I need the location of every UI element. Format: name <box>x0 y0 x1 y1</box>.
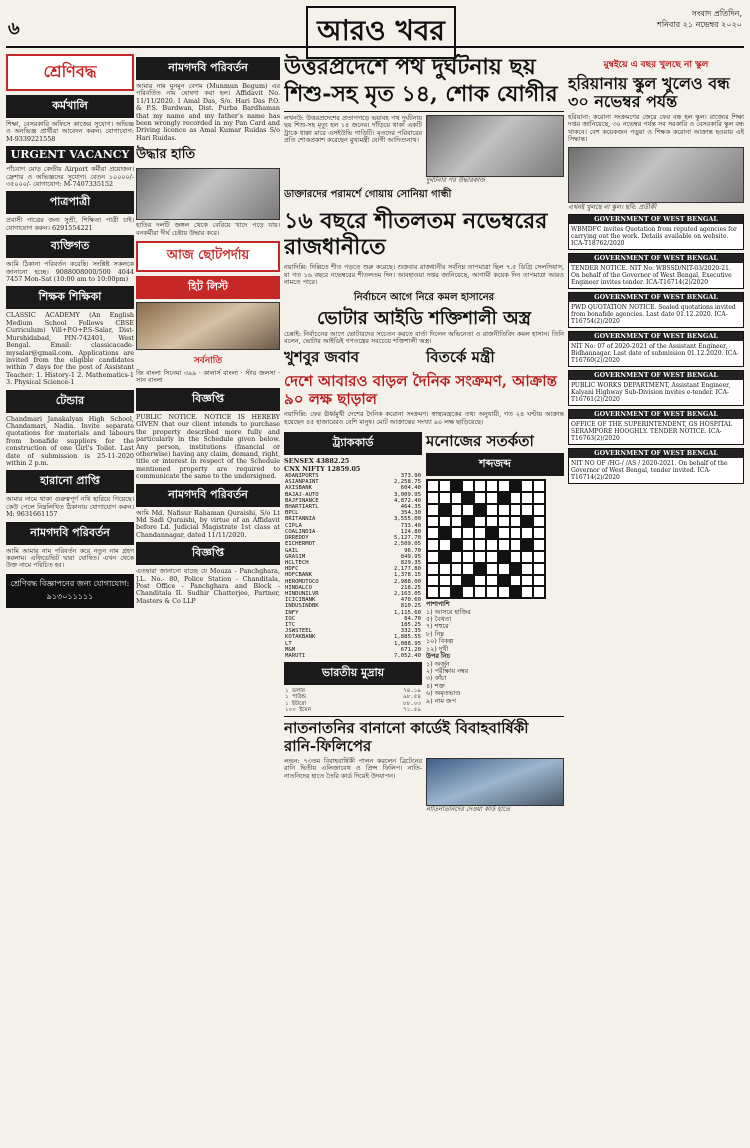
crossword-cell <box>451 480 463 492</box>
crossword-cell <box>533 586 545 598</box>
elephant-photo <box>136 168 280 220</box>
stock-table <box>284 473 422 659</box>
govt-notice-body: OFFICE OF THE SUPERINTENDENT, GS HOSPITAL SERAMPORE HOOGHLY. TENDER NOTICE. ICA-T16763(2)/2020 <box>571 421 733 443</box>
crossword-cell <box>521 480 533 492</box>
stock-name: HDFCBANK <box>285 572 312 579</box>
crossword-across-clues <box>426 609 564 653</box>
crossword-cell <box>439 551 451 563</box>
classified-body: প্রবাসী পাত্রের জন্য সুশ্রী, শিক্ষিতা পাত্রী চাই। যোগাযোগ করুন। 6291554221 <box>6 216 134 232</box>
stock-price: 4,872.40 <box>394 497 421 504</box>
govt-notice-heading: GOVERNMENT OF WEST BENGAL <box>569 254 743 263</box>
classified-heading: কর্মখালি <box>6 95 134 118</box>
currency-name: ১ পাউন্ড <box>285 694 307 701</box>
govt-notice-heading: GOVERNMENT OF WEST BENGAL <box>569 371 743 380</box>
crossword-cell <box>451 516 463 528</box>
crossword-cell <box>439 575 451 587</box>
crossword-cell <box>462 551 474 563</box>
crossword-cell <box>486 563 498 575</box>
crossword-clue: ৫) বৈধতা <box>426 615 452 624</box>
stock-name: HCLTECH <box>285 559 309 566</box>
crossword-cell <box>510 527 522 539</box>
crossword-cell <box>510 504 522 516</box>
headline-delhi-cold: ১৬ বছরে শীতলতম নভেম্বরের রাজধানীতে <box>284 208 548 261</box>
crossword-heading: শব্দজব্দ <box>426 453 564 476</box>
name-change-body: আমার নাম মুনমুন বেগম (Munmun Begum) এর পরিবর্তিত নাম ঘোষণা করা হল। Affidavit No. 11/11/2020. I Amal Das, S/o. Hari Das P.O. & P.S. Burdwan, Dist. Purba Bardhaman that my name and my father's name has been wrongly recorded in my Pan Card and Driving licence as Amal Kumar Ruidas S/o Hari Ruidas. <box>136 82 280 142</box>
currency-rate: ৮৮.০৩ <box>403 700 421 707</box>
crossword-cell <box>533 492 545 504</box>
crossword-cell <box>533 563 545 575</box>
govt-notice-body: WBMDFC invites Quotation from reputed agencies for carrying out the work. Details available on website. ICA-T18762/2020 <box>571 226 737 248</box>
queen-body: লন্ডন: ৭৩তম বিবাহবার্ষিকী পালন করলেন ব্রিটেনের রানি দ্বিতীয় এলিজাবেথ ও প্রিন্স ফিলিপ। নাতি-নাতনিদের হাতে তৈরি কার্ড দিয়েই উদযাপন। <box>284 756 422 780</box>
govt-notice <box>568 253 744 289</box>
stock-name: BPCL <box>285 510 299 517</box>
stock-price: 1,115.60 <box>394 609 421 616</box>
currency-name: ১ ডলার <box>285 688 305 695</box>
crossword-cell <box>427 586 439 598</box>
stock-price: 2,163.05 <box>394 590 421 597</box>
govt-notice-body: PUBLIC WORKS DEPARTMENT, Assistant Engineer, Kalyani Highway Sub-Division invites e-tender. ICA-T16761(2)/2020 <box>571 382 731 404</box>
crossword-cell <box>510 551 522 563</box>
crossword-clue: ৬) অমৃতভাণ্ড <box>426 689 461 698</box>
accident-photo <box>426 115 564 177</box>
classified-contact-ad: শ্রেণিবদ্ধ বিজ্ঞাপনের জন্য যোগাযোগ: ৯১৩০১১১১১ <box>6 574 134 608</box>
right-column <box>568 54 744 1144</box>
stock-price: 218.25 <box>400 584 421 591</box>
crossword-down-label: উপর নিচ <box>426 652 451 661</box>
stock-name: ITC <box>285 621 296 628</box>
stock-name: KOTAKBANK <box>285 634 316 641</box>
crossword-cell <box>427 563 439 575</box>
elephant-rescue-headline: উদ্ধার হাতি <box>136 147 196 163</box>
govt-notice <box>568 370 744 406</box>
classified-body: আমার নামে থাকা গুরুত্বপূর্ণ নথি হারিয়ে গিয়েছে। কেউ পেলে নিম্নলিখিত ঠিকানায় যোগাযোগ করুন। M: 9631661157 <box>6 495 134 519</box>
haryana-schools-body: হরিয়ানা: করোনা সংক্রমণের জেরে ফের বন্ধ হল স্কুল। রাজ্যের শিক্ষা দপ্তর জানিয়েছে, ৩০ নভেম্বর পর্যন্ত সব সরকারি ও বেসরকারি স্কুল বন্ধ থাকবে। বেশ কয়েকজন পড়ুয়া ও শিক্ষক করোনা আক্রান্ত হওয়ায় এই সিদ্ধান্ত। <box>568 113 744 144</box>
crossword-cell <box>451 551 463 563</box>
crossword-cell <box>533 551 545 563</box>
crossword-cell <box>427 492 439 504</box>
public-notice-body: PUBLIC NOTICE. NOTICE IS HEREBY GIVEN that our client intends to purchase the property described more fully and particularly in the Schedule given below. Any person, institutions (financial or otherwise) having any claim, demand, right, title or interest in respect of the Schedule mentioned property are required to communicate the same to the undersigned. <box>136 412 280 481</box>
stock-name: ADANIPORTS <box>285 473 319 480</box>
crossword-clue: ৯) নাম জপ <box>426 696 456 705</box>
crossword-cell <box>462 586 474 598</box>
stock-price: 2,988.00 <box>394 578 421 585</box>
classroom-photo <box>568 147 744 203</box>
headline-manoj: মনোজের সতর্কতা <box>426 432 534 451</box>
stock-name: MARUTI <box>285 652 306 659</box>
stock-price: 1,088.95 <box>394 640 421 647</box>
stock-price: 354.30 <box>400 510 421 517</box>
stock-name: HINDUNILVR <box>285 590 319 597</box>
crossword-cell <box>498 480 510 492</box>
stock-price: 829.35 <box>400 559 421 566</box>
classified-heading: নামগদবি পরিবর্তন <box>6 522 134 545</box>
name-change-body-2: আমি Md. Nafisur Rahaman Quraishi, S/o Lt Md Sadi Quraishi, by virtue of an Affidavit before Ld. Judicial Magistrate 1st class at Chandannagar, dated 11/11/2020. <box>136 508 280 539</box>
crossword-cell <box>521 575 533 587</box>
crossword-cell <box>439 492 451 504</box>
stock-name: COALINDIA <box>285 528 316 535</box>
crossword-clue: ৩) কাঁচা <box>426 674 447 683</box>
school-kicker: মুম্বইয়ে এ বছর খুলছে না স্কুল <box>603 60 709 70</box>
covid-cases-body: নয়াদিল্লি: ফের ঊর্ধ্বমুখী দেশের দৈনিক করোনা সংক্রমণ। স্বাস্থ্যমন্ত্রকের তথ্য অনুযায়ী, গত ২৪ ঘণ্টায় আক্রান্ত হয়েছেন ৪৫ হাজারেরও বেশি মানুষ। মোট আক্রান্তের সংখ্যা ৯০ লক্ষ ছাড়িয়েছে। <box>284 410 564 426</box>
headline-voter-id: ভোটার আইডি শক্তিশালী অস্ত্র <box>316 307 532 329</box>
stock-price: 84.70 <box>404 615 421 622</box>
govt-notice-body: PWD QUOTATION NOTICE. Sealed quotations invited from bonafide agencies. Last date 01.12.2020. ICA-T16754(2)/2020 <box>571 304 736 326</box>
crossword-cell <box>521 551 533 563</box>
queen-photo <box>426 758 564 806</box>
govt-notice <box>568 214 744 250</box>
classified-heading: ব্যক্তিগত <box>6 235 134 258</box>
queen-story <box>284 758 564 813</box>
crossword-cell <box>439 527 451 539</box>
govt-notice-heading: GOVERNMENT OF WEST BENGAL <box>569 410 743 419</box>
govt-notice-body: TENDER NOTICE. NIT No: WBSSD/NIT-03/2020-21. On behalf of the Governor of West Bengal, Executive Engineer invites tender. ICA-T16714(2)/2020 <box>571 265 732 287</box>
crossword-cell <box>498 527 510 539</box>
trackcard-heading: ট্র্যাককার্ড <box>284 432 422 455</box>
stock-price: 2,258.75 <box>394 479 421 486</box>
stock-name: INDUSINDBK <box>285 603 319 610</box>
stock-name: GRASIM <box>285 553 306 560</box>
crossword-cell <box>427 539 439 551</box>
crossword-cell <box>462 527 474 539</box>
currency-row <box>284 707 422 713</box>
crossword-cell <box>427 551 439 563</box>
headline-queen-anniversary: নাতনাতনির বানানো কার্ডেই বিবাহবার্ষিকী রানি-ফিলিপের <box>284 716 564 755</box>
name-change-heading-2: নামগদবি পরিবর্তন <box>136 484 280 507</box>
crossword-clue: ১০) বিকল্প <box>426 637 454 646</box>
govt-notice-body: NIT No: 07 of 2020-2021 of the Assistant Engineer, Bidhannagar. Last date of submission 01.12.2020. ICA-T16760(2)/2020 <box>571 343 739 365</box>
nifty-value: CNX NIFTY 12859.05 <box>284 464 361 473</box>
crossword-cell <box>462 539 474 551</box>
crossword-cell <box>521 492 533 504</box>
stock-name: BHARTIARTL <box>285 504 319 511</box>
govt-notice <box>568 331 744 367</box>
crossword-cell <box>474 575 486 587</box>
section-title: আরও খবর <box>306 6 456 59</box>
stock-price: 332.35 <box>400 628 421 635</box>
stock-name: AXISBANK <box>285 485 312 492</box>
crossword-cell <box>533 575 545 587</box>
stock-price: 3,009.95 <box>394 491 421 498</box>
crossword-clue: ১) আসরে হাজির <box>426 607 471 616</box>
crossword-cell <box>521 527 533 539</box>
headline-minister: বিতর্কে মন্ত্রী <box>426 348 495 367</box>
stock-price: 2,509.05 <box>394 541 421 548</box>
crossword-cell <box>474 492 486 504</box>
currency-heading: ভারতীয় মুদ্রায় <box>284 662 422 685</box>
crossword-across-label: পাশাপাশি <box>426 600 450 609</box>
headline-covid-cases: দেশে আবারও বাড়ল দৈনিক সংক্রমণ, আক্রান্ত ৯০ লক্ষ ছাড়াল <box>284 372 557 409</box>
crossword-cell <box>510 586 522 598</box>
page-header <box>6 4 744 48</box>
stock-price: 7,052.40 <box>394 652 421 659</box>
stock-price: 464.35 <box>400 504 421 511</box>
small-stories <box>284 345 564 369</box>
sonia-subhead: ডাক্তারদের পরামর্শে গোয়ায় সোনিয়া গান্ধী <box>284 189 452 201</box>
stock-name: HINDALCO <box>285 584 312 591</box>
stock-name: GAIL <box>285 547 299 554</box>
crossword-cell <box>486 516 498 528</box>
govt-notices <box>568 214 744 484</box>
currency-name: ১০০ ইয়েন <box>285 706 312 713</box>
up-accident-story <box>284 115 564 184</box>
stock-name: HDFC <box>285 566 299 573</box>
crossword-cell <box>498 575 510 587</box>
crossword-cell <box>451 575 463 587</box>
crossword-cell <box>462 575 474 587</box>
crossword-cell <box>427 480 439 492</box>
crossword-cell <box>439 504 451 516</box>
name-change-heading: নামগদবি পরিবর্তন <box>136 57 280 80</box>
crossword-cell <box>474 516 486 528</box>
crossword-cell <box>498 504 510 516</box>
crossword-cell <box>533 504 545 516</box>
classifieds-sections <box>6 95 134 570</box>
stock-price: 96.70 <box>404 547 421 554</box>
stock-price: 1,885.55 <box>394 634 421 641</box>
crossword-down-clues <box>426 661 564 705</box>
tv-still-photo <box>136 302 280 350</box>
crossword-cell <box>510 563 522 575</box>
tv-sarbanati-label: সর্বনাতি <box>193 356 223 367</box>
stock-price: 810.25 <box>400 603 421 610</box>
crossword-cell <box>510 575 522 587</box>
classifieds-column <box>6 54 134 1144</box>
crossword-cell <box>439 480 451 492</box>
stock-name: CIPLA <box>285 522 302 529</box>
classified-body: Chandmari Janakalyan High School, Chandamari, Nadia. Invite separate quotations for materials and labours from bonafide suppliers for the construction of one Girl's Toilet. Last date of submission is 25-11-2020 within 2 p.m. <box>6 414 134 467</box>
stock-price: 470.60 <box>400 597 421 604</box>
crossword-cell <box>451 563 463 575</box>
crossword-cell <box>498 516 510 528</box>
stock-name: JSWSTEEL <box>285 628 312 635</box>
govt-notice <box>568 448 744 484</box>
currency-rate: ৯৮.৫৪ <box>403 694 421 701</box>
headline-khushbu: খুশবুর জবাব <box>284 348 360 367</box>
stock-name: LT <box>285 640 292 647</box>
crossword-cell <box>462 516 474 528</box>
crossword-cell <box>521 586 533 598</box>
crossword-cell <box>474 563 486 575</box>
stock-name: ASIANPAINT <box>285 479 319 486</box>
crossword-cell <box>486 575 498 587</box>
stock-price: 124.80 <box>400 528 421 535</box>
crossword-cell <box>474 551 486 563</box>
crossword-cell <box>451 539 463 551</box>
classified-body: আমি ঠিকানা পরিবর্তন করেছি। সংশ্লিষ্ট সকলকে জানানো হচ্ছে। 9088008000/500 4044 7457 Mon-Sat (10:00 am to 10:00pm) <box>6 260 134 284</box>
classifieds-banner: শ্রেণিবদ্ধ <box>6 54 134 91</box>
classified-body: শিক্ষা, বেসরকারি অফিসে কাজের সুযোগ। অভিজ্ঞ ও অনভিজ্ঞ প্রার্থীরা আবেদন করুন। যোগাযোগ: M-9339221558 <box>6 120 134 143</box>
crossword-cell <box>462 563 474 575</box>
stock-name: INFY <box>285 609 299 616</box>
classified-body: CLASSIC ACADEMY (An English Medium School Follows CBSE Curriculum) Vill+P.O+P.S-Salar, Dist-Murshidabad, PIN-742401, West Bengal. Email: classicacade-mysalar@gmail.com. Applications are invited from the eligible candidates within 7 days for the post of Assistant Teacher: 1. History-1 2. Mathematics-1 3. Physical Science-1 <box>6 311 134 387</box>
stock-price: 671.20 <box>400 646 421 653</box>
govt-notice-heading: GOVERNMENT OF WEST BENGAL <box>569 449 743 458</box>
stock-price: 185.25 <box>400 621 421 628</box>
crossword-cell <box>451 504 463 516</box>
crossword-cell <box>533 539 545 551</box>
crossword-clue: ২) পরীক্ষায় নম্বর <box>426 666 469 675</box>
stock-price: 1,378.15 <box>394 572 421 579</box>
crossword-cell <box>427 575 439 587</box>
voter-id-body: চেন্নাই: নির্বাচনের আগে ভোটারদের সচেতন করতে বার্তা দিলেন অভিনেতা ও রাজনীতিবিদ কমল হাসান। তিনি বলেন, ভোটার আইডিই গণতন্ত্রের সবচেয়ে শক্তিশালী অস্ত্র। <box>284 329 564 346</box>
page-number: ৬ <box>8 18 20 39</box>
crossword-cell <box>474 504 486 516</box>
tv-today-heading: আজ ছোটপর্দায় <box>136 241 280 272</box>
classified-heading: পাত্রপাত্রী <box>6 191 134 214</box>
crossword-cell <box>462 492 474 504</box>
currency-name: ১ ইউরো <box>285 700 307 707</box>
hit-list-heading: হিট লিস্ট <box>136 276 280 299</box>
crossword-cell <box>498 586 510 598</box>
crossword-cell <box>439 586 451 598</box>
stock-name: BAJAJ-AUTO <box>285 491 319 498</box>
crossword-cell <box>498 539 510 551</box>
crossword-clue: ১২) দুখী <box>426 644 449 653</box>
headline-up-accident: উত্তরপ্রদেশে পথ দুর্ঘটনায় ছয় শিশু-সহ মৃত ১৪, শোক যোগীর <box>284 54 564 112</box>
public-notice-heading: বিজ্ঞপ্তি <box>136 388 280 411</box>
crossword-cell <box>462 504 474 516</box>
crossword-cell <box>451 492 463 504</box>
stock-row <box>284 653 422 659</box>
headline-haryana-schools: হরিয়ানায় স্কুল খুলেও বন্ধ ৩০ নভেম্বর পর্যন্ত <box>568 74 730 111</box>
classified-body: আমি আমার নাম পরিবর্তন করে নতুন নাম গ্রহণ করলাম। এফিডেভিট দ্বারা ঘোষিত। এখন থেকে উক্ত নামে পরিচিত হব। <box>6 546 134 570</box>
crossword-cell <box>498 492 510 504</box>
crossword-cell <box>474 539 486 551</box>
stock-price: 5,127.70 <box>394 535 421 542</box>
stock-price: 373.90 <box>400 473 421 480</box>
currency-rate: ৭৪.১৯ <box>403 688 421 695</box>
crossword-cell <box>498 563 510 575</box>
crossword-cell <box>451 586 463 598</box>
classroom-caption: এখনই খুলছে না স্কুল। ছবি: প্রতীকী <box>568 202 657 211</box>
tv-channel-list: জি বাংলা সিনেমা ৩৯৯ ‧ কালার্স বাংলা ‧ স্টার জলসা ‧ সান বাংলা <box>136 369 280 385</box>
crossword-cell <box>439 516 451 528</box>
govt-notice-heading: GOVERNMENT OF WEST BENGAL <box>569 332 743 341</box>
crossword-clue: ৭) শহুরে <box>426 622 449 631</box>
stock-name: IOC <box>285 615 296 622</box>
kamal-subhead: নির্বাচনে আগে নিরে কমল হাসানের <box>353 291 495 303</box>
header-dateline <box>657 8 742 30</box>
crossword-cell <box>533 516 545 528</box>
crossword-clue: ৮) নিম্ন <box>426 629 444 638</box>
crossword-cell <box>427 504 439 516</box>
crossword-cell <box>486 492 498 504</box>
stock-name: ICICIBANK <box>285 597 316 604</box>
crossword-cell <box>427 527 439 539</box>
crossword-cell <box>474 480 486 492</box>
crossword-cell <box>474 586 486 598</box>
govt-notice-heading: GOVERNMENT OF WEST BENGAL <box>569 215 743 224</box>
accident-photo-caption: দুর্ঘটনার পর উদ্ধারকাজ <box>426 176 485 184</box>
crossword-cell <box>486 551 498 563</box>
paper-name: সংবাদ প্রতিদিন, <box>691 9 742 18</box>
sensex-value: SENSEX 43882.25 <box>284 457 350 466</box>
crossword-cell <box>510 480 522 492</box>
crossword-clue: ৪) শক্ত <box>426 681 445 690</box>
crossword-cell <box>486 539 498 551</box>
classified-heading: শিক্ষক শিক্ষিকা <box>6 286 134 309</box>
stock-name: M&M <box>285 646 296 653</box>
govt-notice-heading: GOVERNMENT OF WEST BENGAL <box>569 293 743 302</box>
crossword-cell <box>451 527 463 539</box>
crossword-cell <box>498 551 510 563</box>
publication-date: শনিবার ২১ নভেম্বর ২০২০ <box>657 20 742 29</box>
crossword-clue: ১) অর্জুন <box>426 659 450 668</box>
crossword-cell <box>533 527 545 539</box>
govt-notice <box>568 292 744 328</box>
classified-heading: হারানো প্রাপ্তি <box>6 470 134 493</box>
delhi-cold-body: নয়াদিল্লি: দিল্লিতে শীত পড়তে শুরু করেছে। শুক্রবার রাজধানীর সর্বনিম্ন তাপমাত্রা ছিল ৭.৫ ডিগ্রি সেলসিয়াস, যা গত ১৬ বছরে নভেম্বরের শীতলতম দিন। আবহাওয়া দপ্তর জানিয়েছে, আগামী কয়েক দিন তাপমাত্রা আরও নামতে পারে। <box>284 263 564 287</box>
stock-name: BAJFINANCE <box>285 497 319 504</box>
market-and-crossword <box>284 429 564 713</box>
stock-price: 2,177.80 <box>394 566 421 573</box>
stock-name: EICHERMOT <box>285 541 316 548</box>
currency-table <box>284 688 422 713</box>
crossword-grid <box>426 479 546 599</box>
classified-heading: টেন্ডার <box>6 390 134 413</box>
crossword-cell <box>521 539 533 551</box>
queen-caption: নাতিনাতনিদের দেওয়া কার্ড হাতে <box>426 804 510 813</box>
main-news-column <box>284 54 564 1144</box>
crossword-cell <box>486 504 498 516</box>
crossword-cell <box>486 480 498 492</box>
crossword-cell <box>486 527 498 539</box>
stock-price: 3,555.00 <box>394 516 421 523</box>
crossword-cell <box>510 492 522 504</box>
up-accident-lead: লখনউ: উত্তরপ্রদেশের প্রতাপগড়ে ভয়াবহ পথ দুর্ঘটনায় ছয় শিশু-সহ মৃত্যু হল ১৪ জনের। দাঁড়িয়ে থাকা একটি ট্রাকে ধাক্কা মারে এসইউভি গাড়িটি। মৃতদের পরিবারের প্রতি শোকপ্রকাশ করেছেন মুখ্যমন্ত্রী যোগী আদিত্যনাথ। <box>284 114 422 145</box>
crossword-cell <box>439 539 451 551</box>
crossword-cell <box>462 480 474 492</box>
stock-name: HEROMOTOCO <box>285 578 319 585</box>
elephant-rescue-body: হাতির দলটি জঙ্গল থেকে বেরিয়ে খাদে পড়ে যায়। বনকর্মীরা দীর্ঘ চেষ্টায় উদ্ধার করে। <box>136 221 280 237</box>
crossword-cell <box>533 480 545 492</box>
stock-price: 849.95 <box>400 553 421 560</box>
notice-heading-2: বিজ্ঞপ্তি <box>136 542 280 565</box>
crossword-cell <box>521 504 533 516</box>
govt-notice-body: NIT NO OF /HG-/ /AS / 2020-2021. On behalf of the Governor of West Bengal, tender invited. ICA-T16714(2)/2020 <box>571 460 728 482</box>
crossword-cell <box>486 586 498 598</box>
stock-price: 604.40 <box>400 485 421 492</box>
stock-name: BRITANNIA <box>285 516 316 523</box>
crossword-cell <box>521 516 533 528</box>
classified-heading: URGENT VACANCY <box>6 146 134 163</box>
crossword-cell <box>510 539 522 551</box>
crossword-cell <box>510 516 522 528</box>
currency-rate: ৭১.৫৯ <box>403 706 421 713</box>
stock-price: 733.40 <box>400 522 421 529</box>
crossword-cell <box>439 563 451 575</box>
crossword-cell <box>474 527 486 539</box>
stock-name: DRREDDY <box>285 535 309 542</box>
notices-column <box>136 54 280 1144</box>
crossword-cell <box>521 563 533 575</box>
crossword-cell <box>427 516 439 528</box>
govt-notice <box>568 409 744 445</box>
notice-body-2: এতদ্বারা জানানো যাচ্ছে যে Mouza - Panchghara, J.L. No.- 80, Police Station - Chanditala, Post Office - Panchghara and Block - Chanditala II. Sudhir Chatterjee, Partner, Masters & Co LLP <box>136 567 280 605</box>
classified-body: পাঁচবাগ মোড় কেন্দ্রীয় Airport কর্মীরা প্রয়োজন। ফ্রেশার ও অভিজ্ঞদের সুযোগ। বেতন ১০০০০/- ৩৫০০০/- যোগাযোগ: M-7407335152 <box>6 165 134 189</box>
